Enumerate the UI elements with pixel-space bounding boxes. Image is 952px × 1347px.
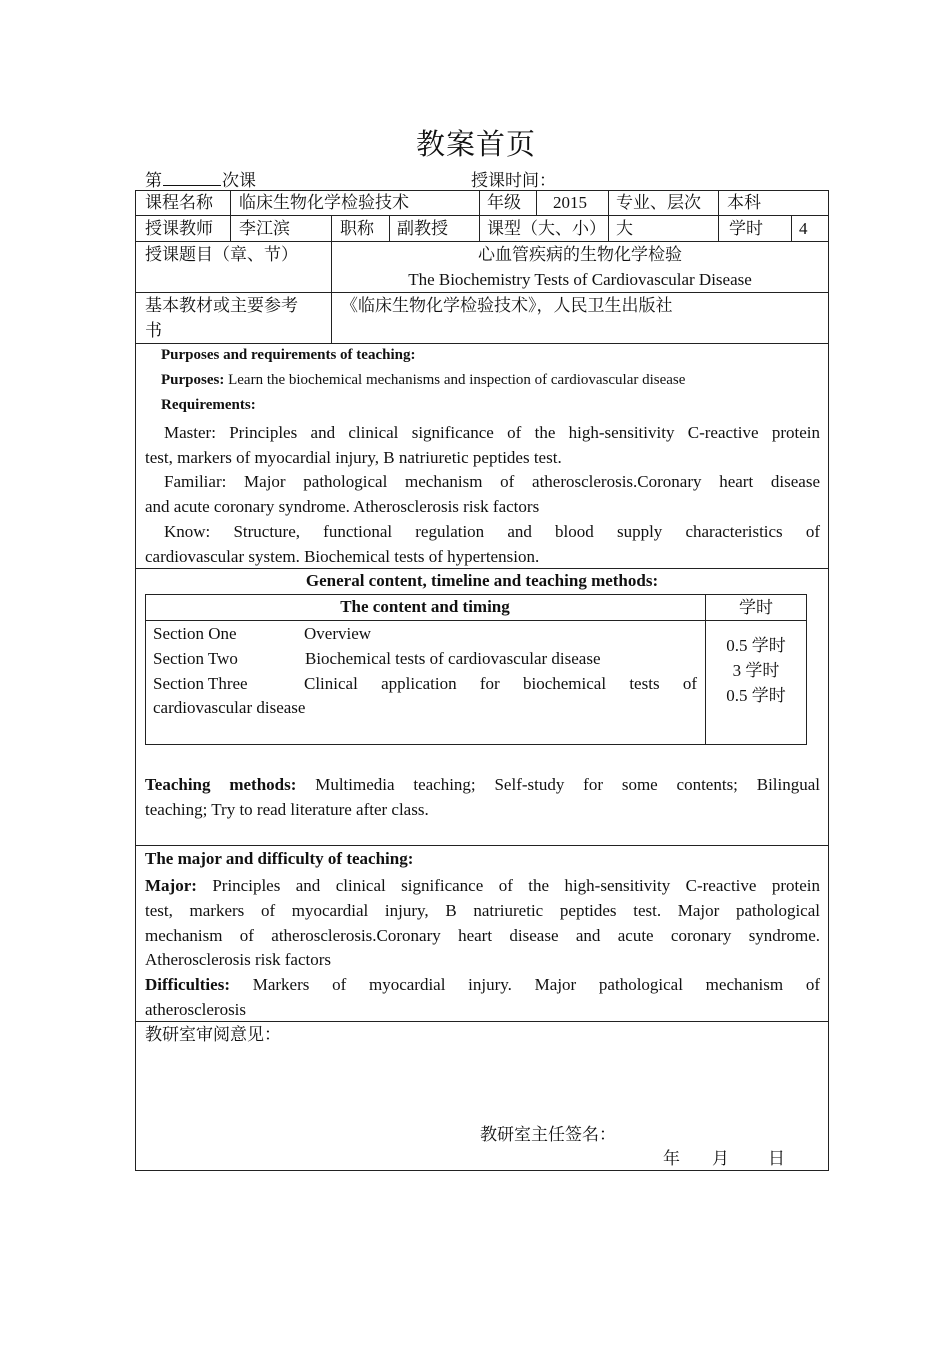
row-divider <box>135 215 829 216</box>
date-year: 年 <box>663 1149 680 1169</box>
purposes-text: Learn the biochemical mechanisms and inspection of cardiovascular disease <box>224 372 686 388</box>
content-timing-header: The content and timing <box>340 597 510 616</box>
purposes-heading: Purposes and requirements of teaching: <box>161 347 416 363</box>
lesson-prefix: 第 <box>145 171 162 191</box>
class-type-value: 大 <box>616 219 633 239</box>
col-divider <box>389 215 390 241</box>
director-signature-label: 教研室主任签名： <box>480 1125 616 1145</box>
purposes-line <box>161 372 685 389</box>
section-two-desc: Biochemical tests of cardiovascular disease <box>305 649 601 668</box>
lesson-suffix: 次课 <box>222 171 256 191</box>
teacher-value: 李江滨 <box>239 219 290 239</box>
requirements-label: Requirements: <box>161 397 256 413</box>
teaching-methods-text: Multimedia teaching; Self-study for some contents; Bilingual <box>296 775 821 794</box>
major-line-1 <box>145 873 820 898</box>
section-one-hours: 0.5 学时 <box>726 636 786 655</box>
difficulties-text: Markers of myocardial injury. Major pathological mechanism of <box>229 975 820 994</box>
topic-english: The Biochemistry Tests of Cardiovascular Disease <box>408 270 752 289</box>
teacher-label: 授课教师 <box>145 219 213 239</box>
grade-value: 2015 <box>553 193 587 212</box>
title-rank-label: 职称 <box>340 219 374 239</box>
difficulties-label: Difficulties: <box>145 975 230 994</box>
course-name-label: 课程名称 <box>145 193 213 213</box>
topic-chinese: 心血管疾病的生物化学检验 <box>478 245 682 265</box>
row-divider <box>135 241 829 242</box>
teaching-methods-line-2: teaching; Try to read literature after class. <box>145 800 429 819</box>
col-divider <box>718 190 719 241</box>
section-one-name: Section One <box>153 624 237 643</box>
teaching-methods-label: Teaching methods: <box>145 775 297 794</box>
textbook-value: 《临床生物化学检验技术》，人民卫生出版社 <box>341 296 673 316</box>
row-divider <box>135 343 829 344</box>
major-level-label: 专业、层次 <box>616 193 701 213</box>
know-line-2: cardiovascular system. Biochemical tests of hypertension. <box>145 547 540 566</box>
section-three-desc-cont: cardiovascular disease <box>153 698 306 717</box>
section-one-desc: Overview <box>304 624 372 643</box>
row-divider <box>135 292 829 293</box>
section-three-name: Section Three <box>153 674 248 693</box>
section-three-desc: Clinical application for biochemical tests of <box>304 674 697 693</box>
date-month: 月 <box>712 1149 729 1169</box>
hours-value: 4 <box>799 219 808 238</box>
title-rank-value: 副教授 <box>397 219 448 239</box>
major-line-2: test, markers of myocardial injury, B natriuretic peptides test. Major pathological <box>145 901 820 920</box>
teaching-methods-line-1 <box>145 772 820 797</box>
class-type-label: 课型（大、小） <box>487 219 606 239</box>
col-divider <box>331 215 332 241</box>
hours-label: 学时 <box>729 219 763 239</box>
course-name-value: 临床生物化学检验技术 <box>239 193 409 213</box>
major-heading: The major and difficulty of teaching: <box>145 849 414 868</box>
lesson-number-line <box>145 166 256 191</box>
master-line-1: Master: Principles and clinical significance of the high-sensitivity C-reactive protein <box>164 423 820 442</box>
textbook-label-cont: 书 <box>145 321 162 341</box>
grade-label: 年级 <box>487 193 521 213</box>
hours-header: 学时 <box>739 598 773 618</box>
difficulties-line-1 <box>145 972 820 997</box>
lesson-number-blank <box>163 171 221 186</box>
purposes-label: Purposes: <box>161 372 225 388</box>
col-divider <box>608 190 609 241</box>
col-divider <box>536 190 537 215</box>
col-divider <box>230 190 231 241</box>
major-level-value: 本科 <box>727 193 761 213</box>
row-divider <box>135 845 829 846</box>
topic-label: 授课题目（章、节） <box>145 245 298 265</box>
review-label: 教研室审阅意见： <box>145 1025 281 1045</box>
page-title: 教案首页 <box>415 127 536 161</box>
familiar-line-2: and acute coronary syndrome. Atherosclerosis risk factors <box>145 497 540 516</box>
section-two-hours: 3 学时 <box>732 661 780 680</box>
major-label: Major: <box>145 876 197 895</box>
section-two-name: Section Two <box>153 649 238 668</box>
difficulties-line-2: atherosclerosis <box>145 1000 247 1019</box>
inner-header-divider <box>145 620 807 621</box>
familiar-line-1: Familiar: Major pathological mechanism of atherosclerosis.Coronary heart disease <box>164 472 820 491</box>
section-three-hours: 0.5 学时 <box>726 686 786 705</box>
major-text: Principles and clinical significance of the high-sensitivity C-reactive protein <box>196 876 820 895</box>
lesson-time-label: 授课时间： <box>471 171 556 191</box>
date-day: 日 <box>768 1149 785 1169</box>
master-line-2: test, markers of myocardial injury, B natriuretic peptides test. <box>145 448 562 467</box>
know-line-1: Know: Structure, functional regulation and blood supply characteristics of <box>164 522 820 541</box>
major-line-4: Atherosclerosis risk factors <box>145 950 332 969</box>
textbook-label: 基本教材或主要参考 <box>145 296 298 316</box>
major-line-3: mechanism of atherosclerosis.Coronary heart disease and acute coronary syndrome. <box>145 926 820 945</box>
col-divider <box>791 215 792 241</box>
content-heading: General content, timeline and teaching methods: <box>305 571 659 590</box>
col-divider <box>479 190 480 241</box>
